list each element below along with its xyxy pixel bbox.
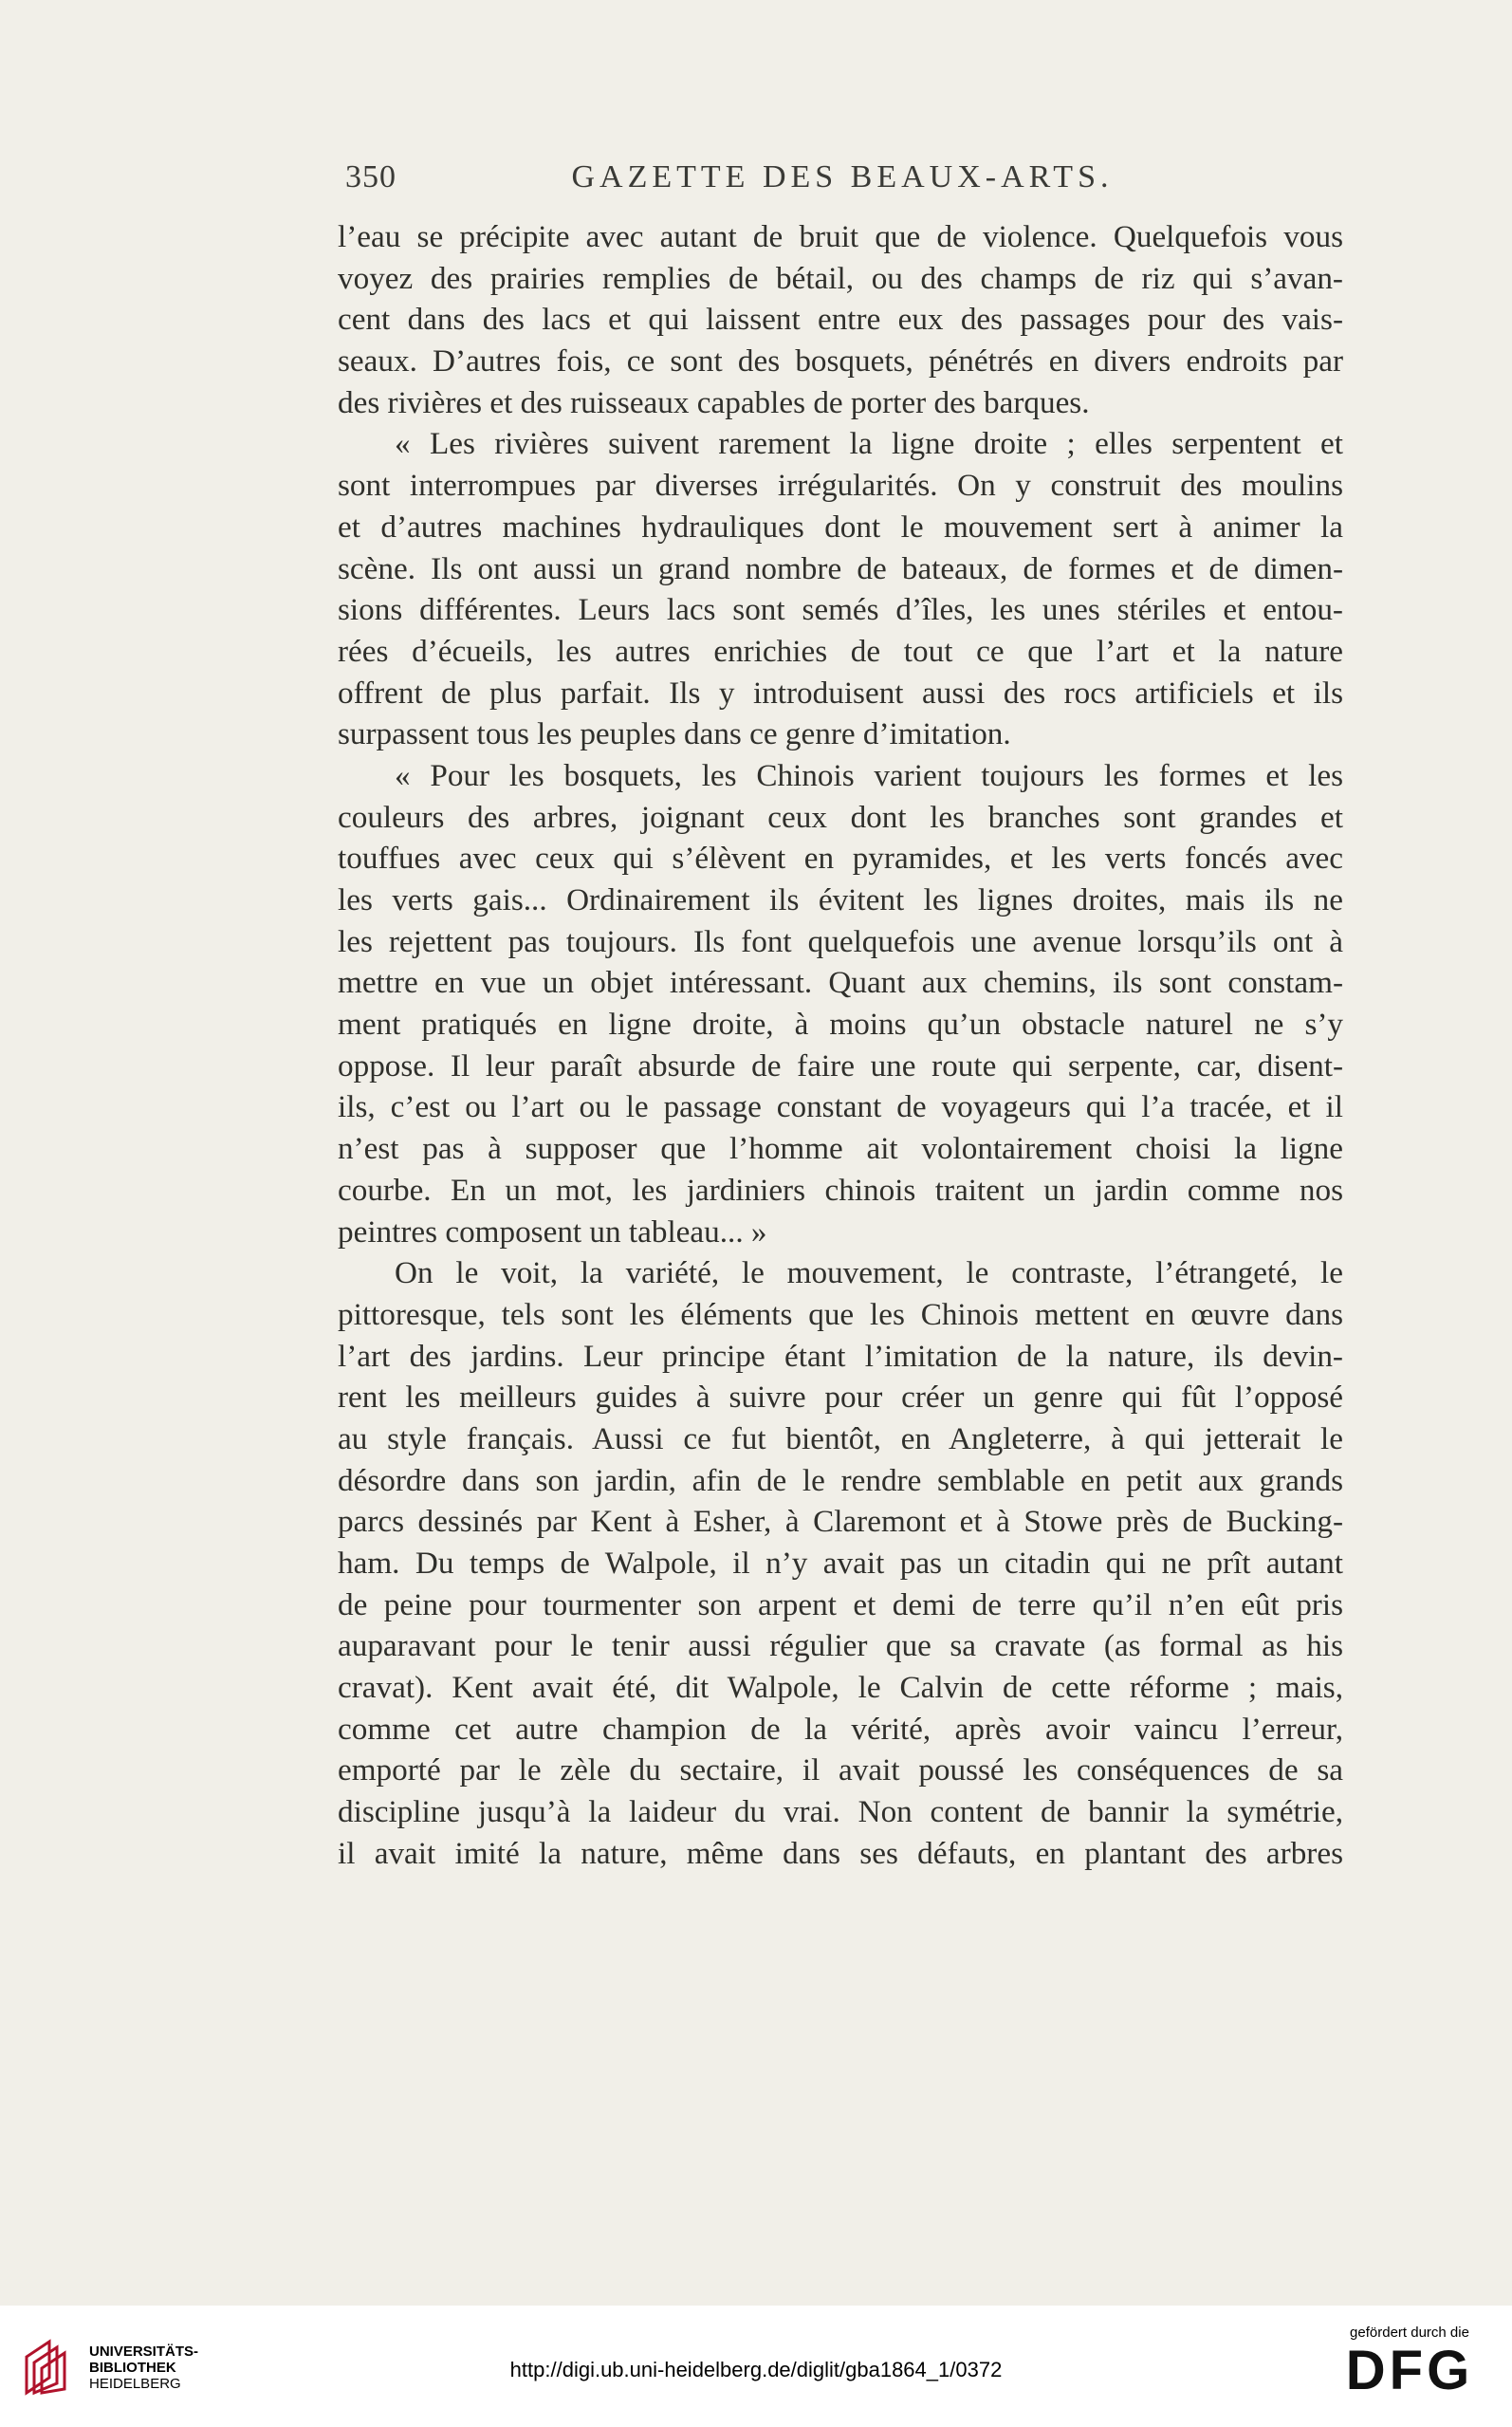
text-line: cravat). Kent avait été, dit Walpole, le Calvin de cette réforme ; mais, xyxy=(338,1670,1343,1706)
text-line: les verts gais... Ordinairement ils évitent les lignes droites, mais ils ne xyxy=(338,882,1343,917)
text-line: désordre dans son jardin, afin de le rendre semblable en petit aux grands xyxy=(338,1462,1343,1498)
text-line: rent les meilleurs guides à suivre pour créer un genre qui fût l’opposé xyxy=(338,1380,1343,1416)
text-line: « Pour les bosquets, les Chinois varient toujours les formes et les xyxy=(395,757,1343,793)
text-line: au style français. Aussi ce fut bientôt, en Angleterre, à qui jetterait le xyxy=(338,1420,1343,1456)
text-line: sont interrompues par diverses irrégularités. On y construit des moulins xyxy=(338,468,1343,504)
text-line: On le voit, la variété, le mouvement, le contraste, l’étrangeté, le xyxy=(395,1255,1343,1291)
text-line: cent dans des lacs et qui laissent entre eux des passages pour des vais- xyxy=(338,302,1343,338)
text-line: voyez des prairies remplies de bétail, ou des champs de riz qui s’avan- xyxy=(338,260,1343,296)
text-line: des rivières et des ruisseaux capables de porter des barques. xyxy=(338,384,1090,420)
text-line: scène. Ils ont aussi un grand nombre de bateaux, de formes et de dimen- xyxy=(338,550,1343,586)
text-line: ils, c’est ou l’art ou le passage constant de voyageurs qui l’a tracée, et il xyxy=(338,1089,1343,1125)
text-line: rées d’écueils, les autres enrichies de tout ce que l’art et la nature xyxy=(338,633,1343,669)
text-line: et d’autres machines hydrauliques dont le mouvement sert à animer la xyxy=(338,509,1343,545)
library-name-line1: UNIVERSITÄTS- xyxy=(89,2344,199,2360)
text-line: oppose. Il leur paraît absurde de faire une route qui serpente, car, disent- xyxy=(338,1047,1343,1084)
text-line: l’eau se précipite avec autant de bruit que de violence. Quelquefois vous xyxy=(338,219,1343,254)
permalink-url[interactable]: http://digi.ub.uni-heidelberg.de/diglit/gba1864_1/0372 xyxy=(509,2358,1003,2381)
library-name-line2: BIBLIOTHEK xyxy=(89,2360,176,2376)
text-line: comme cet autre champion de la vérité, après avoir vaincu l’erreur, xyxy=(338,1711,1343,1747)
text-line: mettre en vue un objet intéressant. Quant aux chemins, ils sont constam- xyxy=(338,965,1343,1001)
page-number: 350 xyxy=(345,159,396,195)
text-line: surpassent tous les peuples dans ce genre d’imitation. xyxy=(338,716,1011,752)
body-text xyxy=(338,216,1343,1875)
text-line: les rejettent pas toujours. Ils font quelquefois une avenue lorsqu’ils ont à xyxy=(338,923,1343,959)
text-line: parcs dessinés par Kent à Esher, à Claremont et à Stowe près de Bucking- xyxy=(338,1504,1343,1540)
text-line: couleurs des arbres, joignant ceux dont les branches sont grandes et xyxy=(338,799,1343,835)
text-line: courbe. En un mot, les jardiniers chinois traitent un jardin comme nos xyxy=(338,1172,1343,1208)
funder-block[interactable] xyxy=(1324,2325,1495,2401)
text-line: de peine pour tourmenter son arpent et demi de terre qu’il n’en eût pris xyxy=(338,1586,1343,1622)
text-line: peintres composent un tableau... » xyxy=(338,1214,767,1250)
running-header xyxy=(341,159,1343,207)
library-name-line3: HEIDELBERG xyxy=(89,2376,181,2392)
funding-caption: gefördert durch die xyxy=(1350,2325,1469,2341)
journal-title: GAZETTE DES BEAUX-ARTS. xyxy=(571,159,1114,195)
text-line: emporté par le zèle du sectaire, il avait poussé les conséquences de sa xyxy=(338,1752,1343,1788)
dfg-logo: DFG xyxy=(1345,2340,1474,2401)
text-line: discipline jusqu’à la laideur du vrai. Non content de bannir la symétrie, xyxy=(338,1794,1343,1830)
text-line: touffues avec ceux qui s’élèvent en pyramides, et les verts foncés avec xyxy=(338,841,1343,877)
text-line: l’art des jardins. Leur principe étant l’imitation de la nature, ils devin- xyxy=(338,1338,1343,1374)
text-line: n’est pas à supposer que l’homme ait volontairement choisi la ligne xyxy=(338,1131,1343,1167)
text-line: il avait imité la nature, même dans ses défauts, en plantant des arbres xyxy=(338,1835,1343,1871)
text-line: sions différentes. Leurs lacs sont semés d’îles, les unes stériles et entou- xyxy=(338,592,1343,628)
viewer-footer xyxy=(0,2306,1512,2427)
text-line: ham. Du temps de Walpole, il n’y avait pas un citadin qui ne prît autant xyxy=(338,1546,1343,1581)
text-line: pittoresque, tels sont les éléments que les Chinois mettent en œuvre dans xyxy=(338,1296,1343,1332)
text-line: auparavant pour le tenir aussi régulier que sa cravate (as formal as his xyxy=(338,1628,1343,1664)
text-line: seaux. D’autres fois, ce sont des bosquets, pénétrés en divers endroits par xyxy=(338,343,1343,380)
text-line: offrent de plus parfait. Ils y introduisent aussi des rocs artificiels et ils xyxy=(338,675,1343,711)
text-line: ment pratiqués en ligne droite, à moins qu’un obstacle naturel ne s’y xyxy=(338,1007,1343,1043)
text-line: « Les rivières suivent rarement la ligne droite ; elles serpentent et xyxy=(395,426,1343,462)
